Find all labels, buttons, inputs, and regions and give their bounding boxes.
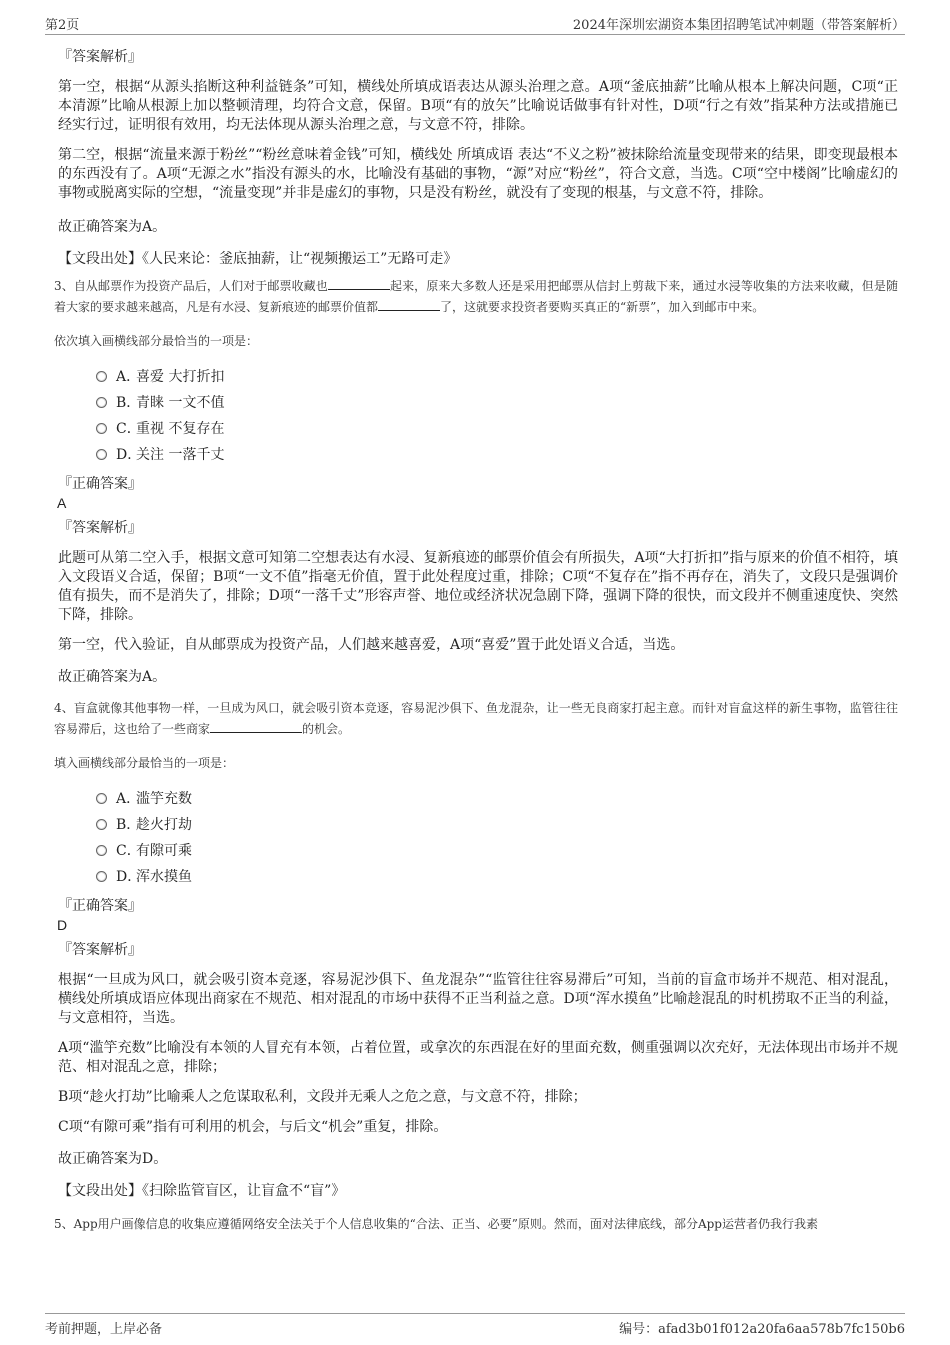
analysis-title: 『答案解析』 (58, 942, 142, 958)
option-d[interactable]: D． 关注 一落千丈 (96, 441, 898, 467)
radio-icon[interactable] (96, 819, 107, 830)
analysis-paragraph: B项“趁火打劫”比喻乘人之危谋取私利，文段并无乘人之危之意，与文意不符，排除； (58, 1089, 587, 1105)
blank-line (378, 298, 440, 311)
source-citation: 【文段出处】《人民来论：釜底抽薪，让“视频搬运工”无路可走》 (58, 251, 458, 267)
option-c[interactable]: C． 重视 不复存在 (96, 415, 898, 441)
answer-line: 故正确答案为A。 (58, 219, 167, 235)
source-citation: 【文段出处】《扫除监管盲区，让盲盒不“盲”》 (58, 1183, 346, 1199)
radio-icon[interactable] (96, 793, 107, 804)
question-instruction: 填入画横线部分最恰当的一项是： (54, 756, 235, 770)
main-content (54, 46, 898, 1249)
analysis-title: 『答案解析』 (58, 520, 142, 536)
analysis-paragraph: C项“有隙可乘”指有可利用的机会，与后文“机会”重复，排除。 (58, 1119, 448, 1135)
radio-icon[interactable] (96, 397, 107, 408)
correct-answer-value: A (57, 495, 67, 511)
analysis-paragraph: 第一空，根据“从源头掐断这种利益链条”可知，横线处所填成语表达从源头治理之意。A项“釜底抽薪”比喻从根本上解决问题，C项“正本清源”比喻从根源上加以整顿清理，均符合文意，保留。B项“有的放矢”比喻说话做事有针对性，D项“行之有效”指某种方法或措施已经实行过，证明很有效用，均无法体现从源头治理之意，与文意不符，排除。 (58, 79, 898, 133)
option-d[interactable]: D． 浑水摸鱼 (96, 863, 898, 889)
question-3-text: 3、自从邮票作为投资产品后，人们对于邮票收藏也 起来，原来大多数人还是采用把邮票从信封上剪裁下来，通过水浸等收集的方法来收藏，但是随着大家的要求越来越高，凡是有水浸、复新痕迹的邮票价值都 了，这就要求投资者要购买真正的“新票”，加入到邮市中来。 (54, 279, 898, 314)
blank-line (328, 277, 390, 290)
option-b[interactable]: B． 青睐 一文不值 (96, 389, 898, 415)
option-a[interactable]: A． 滥竽充数 (96, 785, 898, 811)
analysis-paragraph: 此题可从第二空入手，根据文意可知第二空想表达有水浸、复新痕迹的邮票价值会有所损失，A项“大打折扣”指与原来的价值不相符，填入文段语义合适，保留；B项“一文不值”指毫无价值，置于此处程度过重，排除；C项“不复存在”指不再存在，消失了，文段只是强调价值有损失，而不是消失了，排除；D项“一落千丈”形容声誉、地位或经济状况急剧下降，强调下降的很快，而文段并不侧重速度快、突然下降，排除。 (58, 550, 898, 623)
page-footer (45, 1313, 905, 1336)
analysis-title: 『答案解析』 (58, 49, 142, 65)
radio-icon[interactable] (96, 449, 107, 460)
radio-icon[interactable] (96, 871, 107, 882)
radio-icon[interactable] (96, 423, 107, 434)
radio-icon[interactable] (96, 371, 107, 382)
option-list (96, 785, 898, 889)
blank-line (210, 720, 302, 733)
analysis-paragraph: 根据“一旦成为风口，就会吸引资本竞逐，容易泥沙俱下、鱼龙混杂”“监管往往容易滞后”可知，当前的盲盒市场并不规范、相对混乱，横线处所填成语应体现出商家在不规范、相对混乱的市场中获得不正当利益之意。D项“浑水摸鱼”比喻趁混乱的时机捞取不正当的利益，与文意相符，当选。 (58, 972, 898, 1026)
page-header (45, 14, 905, 35)
correct-answer-title: 『正确答案』 (58, 476, 142, 492)
document-id: 编号：afad3b01f012a20fa6aa578b7fc150b6 (619, 1322, 905, 1337)
analysis-paragraph: A项“滥竽充数”比喻没有本领的人冒充有本领，占着位置，或拿次的东西混在好的里面充数，侧重强调以次充好，无法体现出市场并不规范、相对混乱之意，排除； (58, 1040, 898, 1075)
question-4-text: 4、盲盒就像其他事物一样，一旦成为风口，就会吸引资本竞逐，容易泥沙俱下、鱼龙混杂，让一些无良商家打起主意。而针对盲盒这样的新生事物，监管往往容易滞后，这也给了一些商家 的机会。 (54, 701, 898, 736)
correct-answer-title: 『正确答案』 (58, 898, 142, 914)
question-5-text: 5、App用户画像信息的收集应遵循网络安全法关于个人信息收集的“合法、正当、必要”原则。然而，面对法律底线，部分App运营者仍我行我素 (54, 1217, 818, 1231)
page-number: 第2页 (45, 18, 80, 33)
option-b[interactable]: B． 趁火打劫 (96, 811, 898, 837)
document-title: 2024年深圳宏湖资本集团招聘笔试冲刺题（带答案解析） (572, 18, 905, 33)
correct-answer-value: D (57, 917, 68, 933)
analysis-paragraph: 第一空，代入验证，自从邮票成为投资产品，人们越来越喜爱，A项“喜爱”置于此处语义合适，当选。 (58, 637, 685, 653)
analysis-paragraph: 第二空，根据“流量来源于粉丝”“粉丝意味着金钱”可知，横线处 所填成语 表达“不义之粉”被抹除给流量变现带来的结果，即变现最根本的东西没有了。A项“无源之水”指没有源头的水，比喻没有基础的事物，“源”对应“粉丝”，符合文意，当选。C项“空中楼阁”比喻虚幻的事物或脱离实际的空想，“流量变现”并非是虚幻的事物，只是没有粉丝，就没有了变现的根基，与文意不符，排除。 (58, 147, 898, 201)
answer-line: 故正确答案为D。 (58, 1151, 168, 1167)
option-c[interactable]: C． 有隙可乘 (96, 837, 898, 863)
footer-slogan: 考前押题，上岸必备 (45, 1322, 163, 1337)
radio-icon[interactable] (96, 845, 107, 856)
option-a[interactable]: A． 喜爱 大打折扣 (96, 363, 898, 389)
question-instruction: 依次填入画横线部分最恰当的一项是： (54, 334, 259, 348)
answer-line: 故正确答案为A。 (58, 669, 167, 685)
option-list (96, 363, 898, 467)
